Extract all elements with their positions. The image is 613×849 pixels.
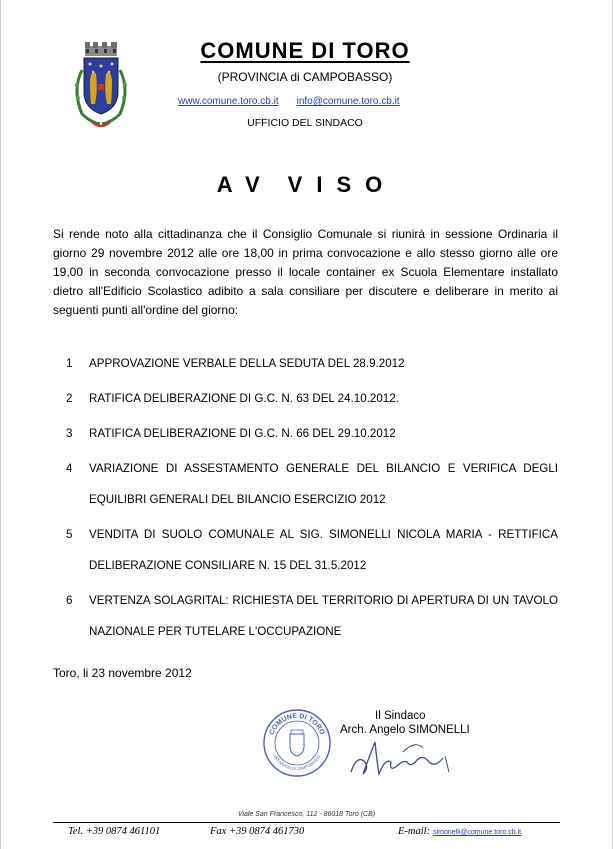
official-stamp-icon [262,708,332,778]
agenda-item-text: APPROVAZIONE VERBALE DELLA SEDUTA DEL 28.9.2012 [89,357,405,370]
agenda-item-text: RATIFICA DELIBERAZIONE DI G.C. N. 63 DEL 24.10.2012. [89,392,399,405]
agenda-item [0,383,613,414]
footer-email-block [398,826,521,837]
footer-email-label: E-mail: [398,826,431,837]
agenda-item-number: 2 [66,392,73,405]
agenda-item-number: 3 [66,427,73,440]
office-label: UFFICIO DEL SINDACO [247,117,363,129]
municipality-title: COMUNE DI TORO [200,38,410,63]
agenda-item [0,585,613,647]
place-date: Toro, li 23 novembre 2012 [53,666,192,680]
province-subtitle: (PROVINCIA di CAMPOBASSO) [217,70,393,84]
notice-heading-part-1: AV [216,172,274,197]
stamp-text-top: COMUNE DI TORO [268,712,326,736]
agenda-list [0,348,613,647]
stamp-text-bottom: PROVINCIA DI CAMPOBASSO [272,754,322,772]
contact-links [178,96,400,107]
agenda-item-number: 5 [66,528,73,541]
agenda-item-text: VERTENZA SOLAGRITAL: RICHIESTA DEL TERRITORIO DI APERTURA DI UN TAVOLO NAZIONALE PER TUTELARE L'OCCUPAZIONE [89,594,558,638]
agenda-item [0,348,613,379]
footer-address: Viale San Francesco, 112 - 86018 Toro (CB) [237,811,376,818]
email-link[interactable]: info@comune.toro.cb.it [296,96,400,107]
agenda-item [0,453,613,515]
footer-divider [53,822,560,823]
handwritten-signature [345,732,465,782]
footer-email-link[interactable]: simonelli@comune.toro.cb.it [433,829,522,836]
agenda-item-number: 6 [66,594,73,607]
agenda-item-number: 1 [66,357,73,370]
notice-heading [0,172,613,198]
agenda-item-text: RATIFICA DELIBERAZIONE DI G.C. N. 66 DEL 29.10.2012 [89,427,396,440]
agenda-item-text: VARIAZIONE DI ASSESTAMENTO GENERALE DEL BILANCIO E VERIFICA DEGLI EQUILIBRI GENERALI DEL BILANCIO ESERCIZIO 2012 [89,462,558,506]
signer-name: Arch. Angelo SIMONELLI [340,724,470,736]
agenda-item [0,519,613,581]
notice-intro-paragraph: Si rende noto alla cittadinanza che il Consiglio Comunale si riunirà in sessione Ordinaria il giorno 29 novembre 2012 alle ore 18,00 in prima convocazione e allo stesso giorno alle ore 19,00 in seconda convocazione presso il locale container ex Scuola Elementare installato dietro all'Edificio Scolastico adibito a sala consiliare per discutere e deliberare in merito ai seguenti punti all'ordine del giorno: [53,227,558,317]
agenda-item [0,418,613,449]
agenda-item-number: 4 [66,462,73,475]
website-link[interactable]: www.comune.toro.cb.it [178,96,279,107]
footer-fax: Fax +39 0874 461730 [210,826,305,837]
coat-of-arms-icon [62,40,140,134]
signer-title: Il Sindaco [375,710,426,722]
footer-phone: Tel. +39 0874 461101 [68,826,161,837]
notice-heading-part-2: VISO [287,172,397,197]
agenda-item-text: VENDITA DI SUOLO COMUNALE AL SIG. SIMONELLI NICOLA MARIA - RETTIFICA DELIBERAZIONE CONSILIARE N. 15 DEL 31.5.2012 [89,528,558,572]
